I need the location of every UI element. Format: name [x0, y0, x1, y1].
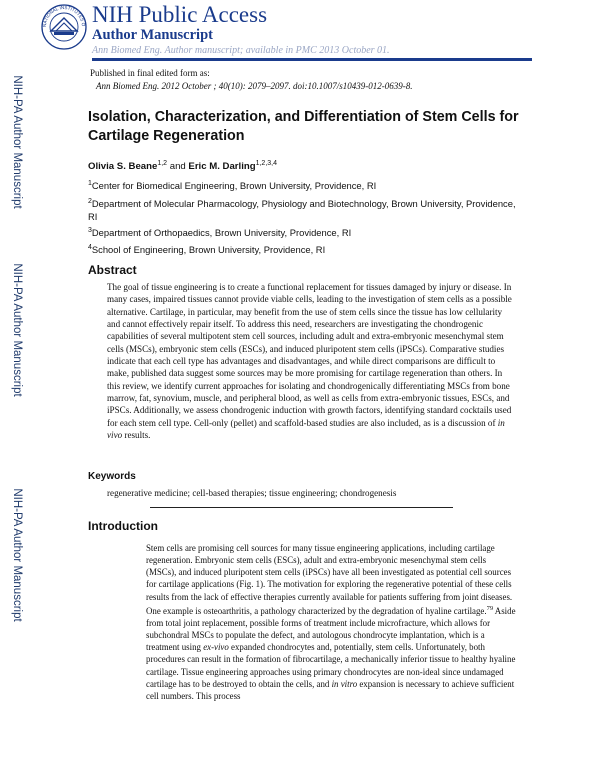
abstract-heading: Abstract [88, 263, 137, 277]
introduction-heading: Introduction [88, 519, 158, 533]
citation-text: Ann Biomed Eng. 2012 October ; 40(10): 2079–2097. doi:10.1007/s10439-012-0639-8. [96, 81, 413, 91]
author-name: Eric M. Darling [188, 161, 256, 173]
author-affiliation-ref: 1,2,3,4 [255, 160, 278, 167]
affiliation [88, 225, 518, 240]
affiliation-number: 2 [88, 198, 92, 205]
affiliation-number: 3 [88, 227, 92, 234]
section-divider [150, 507, 453, 508]
author-join: and [169, 161, 186, 173]
header-rule [92, 58, 532, 61]
affiliation-text: Center for Biomedical Engineering, Brown University, Providence, RI [91, 180, 377, 192]
publication-line: Published in final edited form as: [90, 68, 210, 78]
sidebar-label: NIH-PA Author Manuscript [11, 75, 23, 209]
affiliation-text: School of Engineering, Brown University, Providence, RI [91, 244, 326, 256]
affiliation-number: 4 [88, 244, 92, 251]
author-name: Olivia S. Beane [88, 161, 158, 173]
header-title: NIH Public Access [92, 2, 268, 27]
author-list [88, 160, 277, 172]
keywords-text: regenerative medicine; cell-based therapies; tissue engineering; chondrogenesis [107, 488, 397, 498]
affiliation-text: Department of Orthopaedics, Brown University, Providence, RI [91, 227, 352, 239]
affiliation [88, 178, 518, 193]
author-affiliation-ref: 1,2 [157, 160, 168, 167]
keywords-heading: Keywords [88, 471, 136, 482]
header-subtitle: Author Manuscript [92, 27, 213, 43]
introduction-text: Stem cells are promising cell sources for many tissue engineering applications, including cartilage regeneration. Embryonic stem cells (ESCs), adult and extra-embryonic mesenchymal stem cells (MSCs), and induced pluripotent stem cells (iPSCs) have all been investigated as potential cell sources for cartilage applications (Fig. 1). The motivation for exploring the regenerative potential of these cells results from the lack of effective therapies currently available for patients suffering from joint diseases. One example is osteoarthritis, a pathology characterized by the degradation of hyaline cartilage.$^{79}$ Aside from total joint replacement, possible forms of treatment include microfracture, which allows for subchondral MSCs to populate the defect, and autologous chondrocyte implantation, which is a treatment using ex-vivo expanded chondrocytes and, potentially, stem cells. Unfortunately, both procedures can result in the formation of fibrocartilage, a mechanically inferior tissue to healthy hyaline cartilage. Tissue engineering approaches using primary chondrocytes are non-ideal since undamaged cartilage has to be destroyed to obtain the cells, and in vitro expansion is necessary to achieve sufficient cell numbers. This process [146, 543, 516, 701]
sidebar-label: NIH-PA Author Manuscript [11, 488, 23, 622]
affiliation [88, 242, 518, 257]
logo-text: NATIONAL INSTITUTES O [41, 4, 87, 28]
sidebar-label: NIH-PA Author Manuscript [11, 263, 23, 397]
affiliation [88, 196, 518, 223]
citation-line [96, 81, 412, 91]
abstract-text: The goal of tissue engineering is to create a functional replacement for tissues damaged by injury or disease. In many cases, impaired tissues cannot provide viable cells, leading to the investigation of stem cells as a possible alternative. Cartilage, in particular, may benefit from the use of stem cells since the tissue has low cellularity and cannot effectively repair itself. To address this need, researchers are investigating the chondrogenic capabilities of several multipotent stem cell sources, including adult and extra-embryonic mesenchymal stem cells (MSCs), embryonic stem cells (ESCs), and induced pluripotent stem cells (iPSCs). Comparative studies indicate that each cell type has advantages and disadvantages, and while direct comparisons are difficult to make, published data suggest some sources may be more promising for cartilage regeneration than others. In this review, we identify current approaches for isolating and chondrogenically differentiating MSCs from bone marrow, fat, synovium, muscle, and peripheral blood, as well as cells from extra-embryonic tissues, ESCs, and iPSCs. Additionally, we assess chondrogenic induction with growth factors, identifying standard cocktails used for each stem cell type. Cell-only (pellet) and scaffold-based studies are also included, as is a discussion of in vivo results. [107, 282, 512, 441]
paper-title: Isolation, Characterization, and Differentiation of Stem Cells for Cartilage Regeneration [88, 109, 519, 144]
reference-superscript: 79 [486, 604, 494, 612]
nih-logo-seal [40, 3, 88, 51]
left-margin-sidebar [0, 0, 34, 776]
affiliation-text: Department of Molecular Pharmacology, Physiology and Biotechnology, Brown University, Providence, RI [88, 198, 516, 222]
affiliation-number: 1 [88, 180, 92, 187]
availability-note: Ann Biomed Eng. Author manuscript; available in PMC 2013 October 01. [92, 45, 390, 56]
